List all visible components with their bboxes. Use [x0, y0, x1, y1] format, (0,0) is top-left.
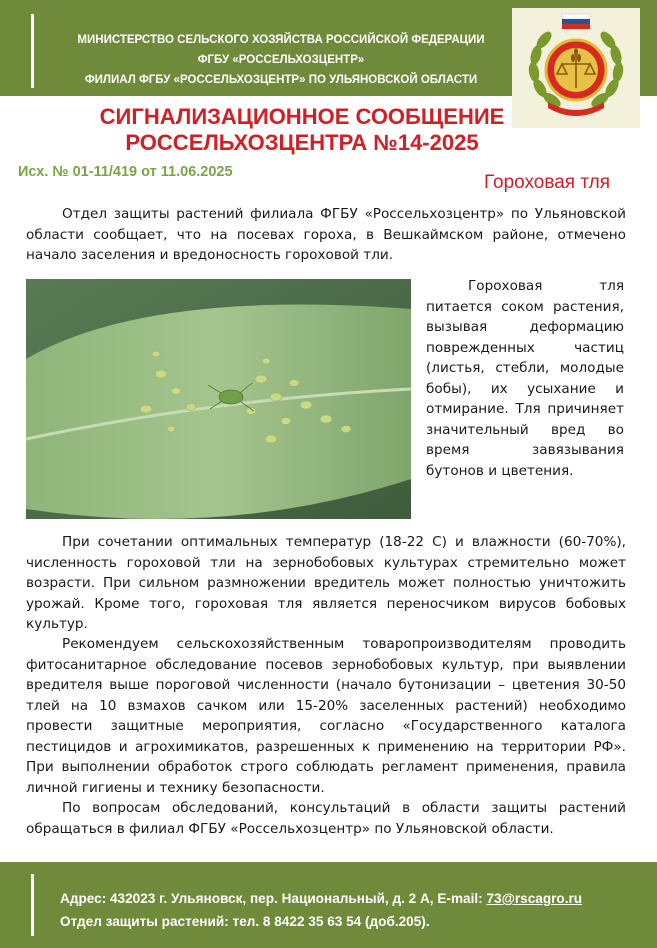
title-line-2: РОССЕЛЬХОЗЦЕНТРА №14-2025 [125, 130, 479, 155]
conditions-paragraph: При сочетании оптимальных температур (18-22 С) и влажности (60-70%), численность гороховой тли на зернобобовых культурах стремительно может возрасти. При сильном размножении вредитель может полностью уничтожить урожай. Кроме того, гороховая тля является переносчиком вирусов бобовых культур. [26, 534, 626, 632]
header-divider [31, 14, 34, 88]
footer-contacts [60, 887, 582, 933]
pest-topic: Гороховая тля [484, 172, 611, 193]
title-line-1: СИГНАЛИЗАЦИОННОЕ СООБЩЕНИЕ [99, 104, 505, 129]
contacts-paragraph: По вопросам обследований, консультаций в области защиты растений обращаться в филиал ФГБУ «Россельхозцентр» по Ульяновской области. [26, 800, 626, 837]
ministry-name: МИНИСТЕРСТВО СЕЛЬСКОГО ХОЗЯЙСТВА РОССИЙСКОЙ ФЕДЕРАЦИИ [77, 34, 485, 46]
aphid-photo [26, 279, 411, 519]
footer-divider [31, 874, 34, 936]
branch-name: ФИЛИАЛ ФГБУ «РОССЕЛЬХОЗЦЕНТР» ПО УЛЬЯНОВСКОЙ ОБЛАСТИ [84, 74, 478, 86]
email-link[interactable]: 73@rscagro.ru [486, 891, 583, 906]
intro-paragraph: Отдел защиты растений филиала ФГБУ «Россельхозцентр» по Ульяновской области сообщает, что на посевах гороха, в Вешкаймском районе, отмечено начало заселения и вредоносность гороховой тли. [26, 206, 626, 263]
agency-name: ФГБУ «РОССЕЛЬХОЗЦЕНТР» [197, 54, 365, 66]
address-text: Адрес: 432023 г. Ульяновск, пер. Национальный, д. 2 А, E-mail: [60, 891, 487, 906]
document-title [40, 104, 564, 156]
footer-band [0, 862, 657, 948]
pea-aphid-leaf-image [26, 279, 411, 519]
outgoing-number: Исх. № 01-11/419 от 11.06.2025 [18, 164, 233, 180]
recommendation-paragraph: Рекомендуем сельскохозяйственным товаропроизводителям проводить фитосанитарное обследование посевов зернобобовых культур, при выявлении вредителя выше пороговой численности (начало бутонизации – цветения 30-50 тлей на 10 взмахов сачком или 15-20% заселенных растений) необходимо провести защитные мероприятия, согласно «Государственного каталога пестицидов и агрохимикатов, разрешенных к применению на территории РФ». При выполнении обработок строго соблюдать регламент применения, правила личной гигиены и технику безопасности. [26, 636, 626, 796]
organization-header [44, 30, 518, 90]
aphid-description: Гороховая тля питается соком растения, вызывая деформацию поврежденных частиц (листья, стебли, молодые бобы), их усыхание и отмирание. Тля причиняет значительный вред во время завязывания бутонов и цветения. [426, 278, 624, 479]
address-line [60, 887, 582, 910]
phone-line: Отдел защиты растений: тел. 8 8422 35 63 54 (доб.205). [60, 914, 430, 929]
